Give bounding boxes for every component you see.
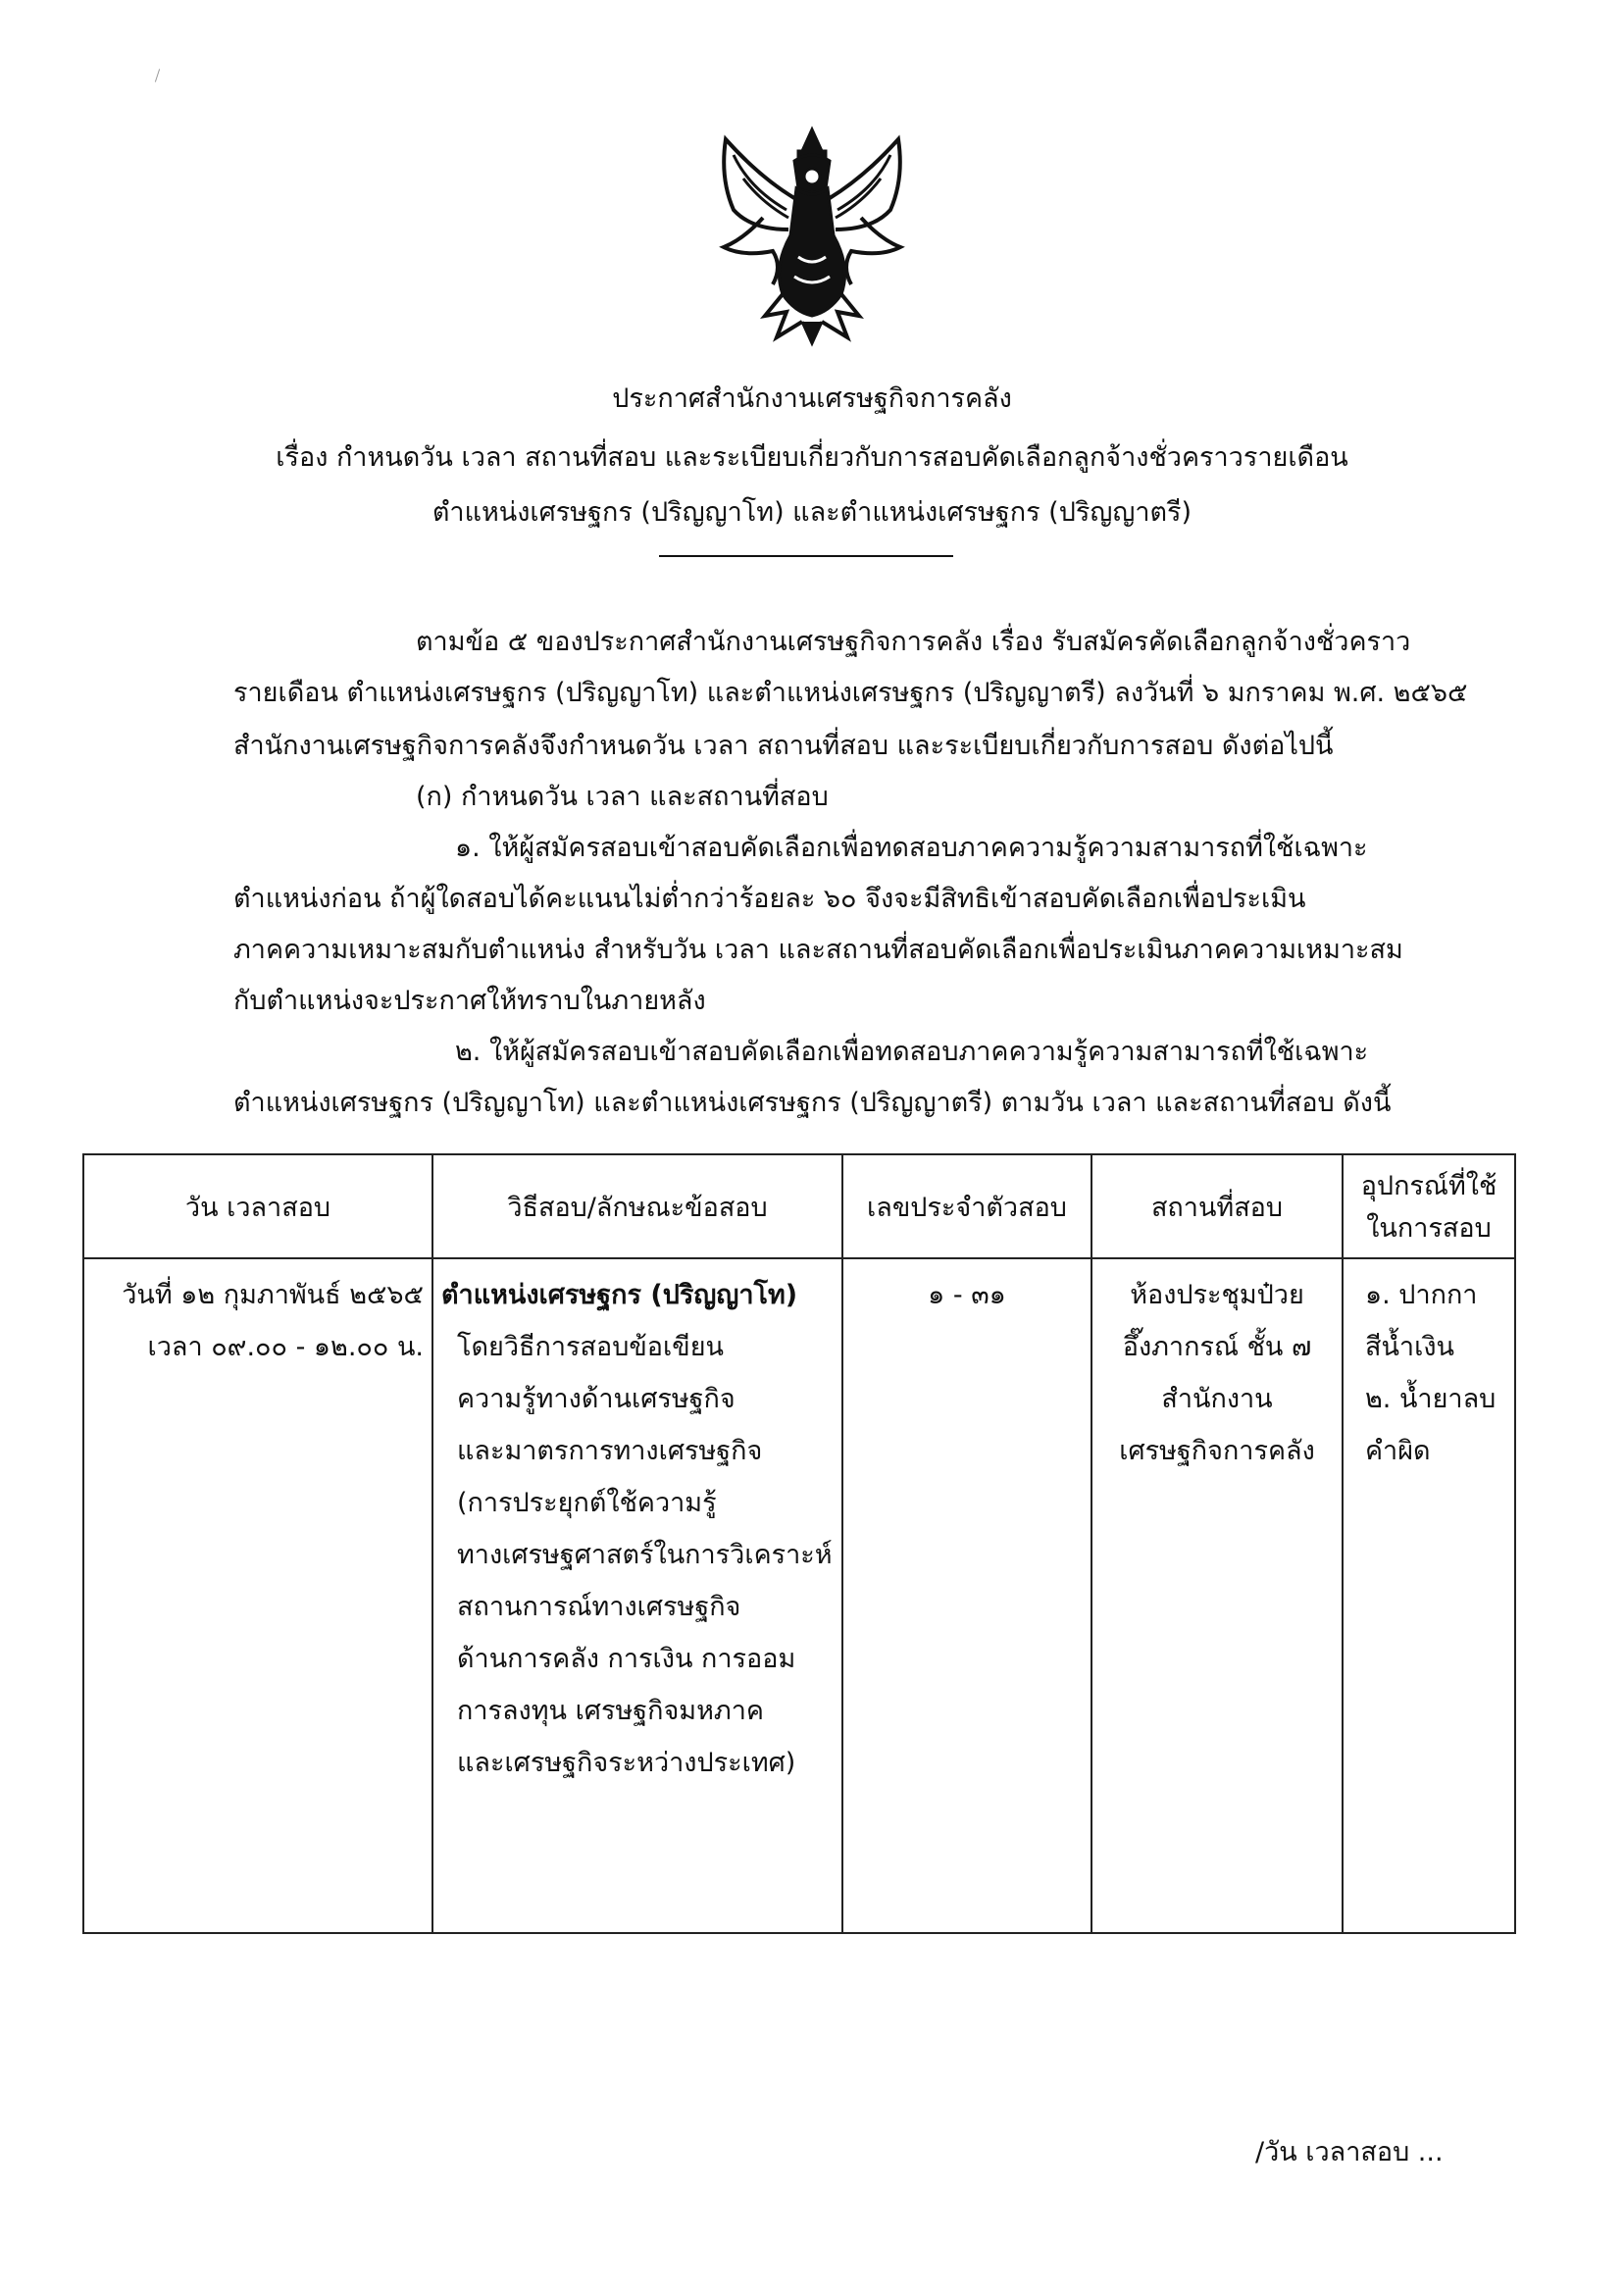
method-line: ทางเศรษฐศาสตร์ในการวิเคราะห์ (457, 1540, 833, 1570)
intro-line: รายเดือน ตำแหน่งเศรษฐกร (ปริญญาโท) และตำแหน่งเศรษฐกร (ปริญญาตรี) ลงวันที่ ๖ มกราคม พ.ศ. ๒๕๖๕ (233, 678, 1468, 708)
cell-date (83, 1258, 432, 1933)
scan-mark (155, 69, 160, 82)
cell-venue (1091, 1258, 1343, 1933)
header-equipment-line: อุปกรณ์ที่ใช้ (1360, 1171, 1497, 1201)
equipment-line: ๒. น้ำยาลบ (1365, 1384, 1497, 1414)
announcement-positions: ตำแหน่งเศรษฐกร (ปริญญาโท) และตำแหน่งเศรษฐกร (ปริญญาตรี) (431, 497, 1193, 528)
method-line: สถานการณ์ทางเศรษฐกิจ (457, 1592, 741, 1622)
announcement-subject: เรื่อง กำหนดวัน เวลา สถานที่สอบ และระเบียบเกี่ยวกับการสอบคัดเลือกลูกจ้างชั่วคราวรายเดือน (276, 442, 1348, 473)
header-method: วิธีสอบ/ลักษณะข้อสอบ (432, 1154, 842, 1258)
method-line: ความรู้ทางด้านเศรษฐกิจ (457, 1384, 736, 1414)
header-date: วัน เวลาสอบ (83, 1154, 432, 1258)
announcement-title: ประกาศสำนักงานเศรษฐกิจการคลัง (612, 383, 1012, 414)
table-row (83, 1258, 1515, 1933)
exam-time: เวลา ๐๙.๐๐ - ๑๒.๐๐ น. (147, 1332, 424, 1362)
cell-exam-id (842, 1258, 1091, 1933)
cell-equipment (1343, 1258, 1515, 1933)
intro-line: สำนักงานเศรษฐกิจการคลังจึงกำหนดวัน เวลา สถานที่สอบ และระเบียบเกี่ยวกับการสอบ ดังต่อไปนี้ (233, 731, 1334, 761)
item-1-line: กับตำแหน่งจะประกาศให้ทราบในภายหลัง (233, 986, 706, 1016)
cell-method (432, 1258, 842, 1933)
intro-line: ตามข้อ ๕ ของประกาศสำนักงานเศรษฐกิจการคลัง เรื่อง รับสมัครคัดเลือกลูกจ้างชั่วคราว (416, 627, 1411, 657)
item-2-line: ๒. ให้ผู้สมัครสอบเข้าสอบคัดเลือกเพื่อทดสอบภาคความรู้ความสามารถที่ใช้เฉพาะ (455, 1037, 1369, 1067)
equipment-line: สีน้ำเงิน (1365, 1332, 1454, 1362)
venue-line: อึ๊งภากรณ์ ชั้น ๗ (1122, 1332, 1312, 1362)
header-exam-id: เลขประจำตัวสอบ (842, 1154, 1091, 1258)
method-line: และเศรษฐกิจระหว่างประเทศ) (457, 1748, 796, 1778)
method-line: ด้านการคลัง การเงิน การออม (457, 1644, 796, 1674)
venue-line: เศรษฐกิจการคลัง (1119, 1436, 1315, 1466)
exam-date: วันที่ ๑๒ กุมภาพันธ์ ๒๕๖๕ (122, 1280, 424, 1310)
item-2-line: ตำแหน่งเศรษฐกร (ปริญญาโท) และตำแหน่งเศรษฐกร (ปริญญาตรี) ตามวัน เวลา และสถานที่สอบ ดังนี้ (233, 1088, 1392, 1118)
header-equipment (1343, 1154, 1515, 1258)
venue-line: สำนักงาน (1161, 1384, 1273, 1414)
exam-id-range: ๑ - ๓๑ (928, 1280, 1006, 1310)
continued-marker: /วัน เวลาสอบ ... (1255, 2137, 1444, 2167)
item-1-line: ๑. ให้ผู้สมัครสอบเข้าสอบคัดเลือกเพื่อทดสอบภาคความรู้ความสามารถที่ใช้เฉพาะ (455, 833, 1368, 863)
method-line: และมาตรการทางเศรษฐกิจ (457, 1436, 763, 1466)
table-header-row (83, 1154, 1515, 1258)
method-line: การลงทุน เศรษฐกิจมหภาค (457, 1696, 764, 1726)
header-equipment-line: ในการสอบ (1366, 1213, 1492, 1244)
method-line: (การประยุกต์ใช้ความรู้ (457, 1488, 717, 1518)
item-1-line: ภาคความเหมาะสมกับตำแหน่ง สำหรับวัน เวลา และสถานที่สอบคัดเลือกเพื่อประเมินภาคความเหมาะสม (233, 935, 1403, 965)
venue-line: ห้องประชุมป๋วย (1130, 1280, 1304, 1310)
method-line: โดยวิธีการสอบข้อเขียน (457, 1332, 724, 1362)
item-1-line: ตำแหน่งก่อน ถ้าผู้ใดสอบได้คะแนนไม่ต่ำกว่าร้อยละ ๖๐ จึงจะมีสิทธิเข้าสอบคัดเลือกเพื่อประเมิน (233, 884, 1306, 914)
garuda-emblem-icon (704, 120, 920, 347)
equipment-line: ๑. ปากกา (1365, 1280, 1478, 1310)
method-title: ตำแหน่งเศรษฐกร (ปริญญาโท) (441, 1280, 798, 1310)
equipment-line: คำผิด (1365, 1436, 1431, 1466)
section-heading: (ก) กำหนดวัน เวลา และสถานที่สอบ (416, 782, 829, 812)
header-venue: สถานที่สอบ (1091, 1154, 1343, 1258)
title-divider (659, 555, 953, 557)
exam-schedule-table (82, 1153, 1516, 1934)
